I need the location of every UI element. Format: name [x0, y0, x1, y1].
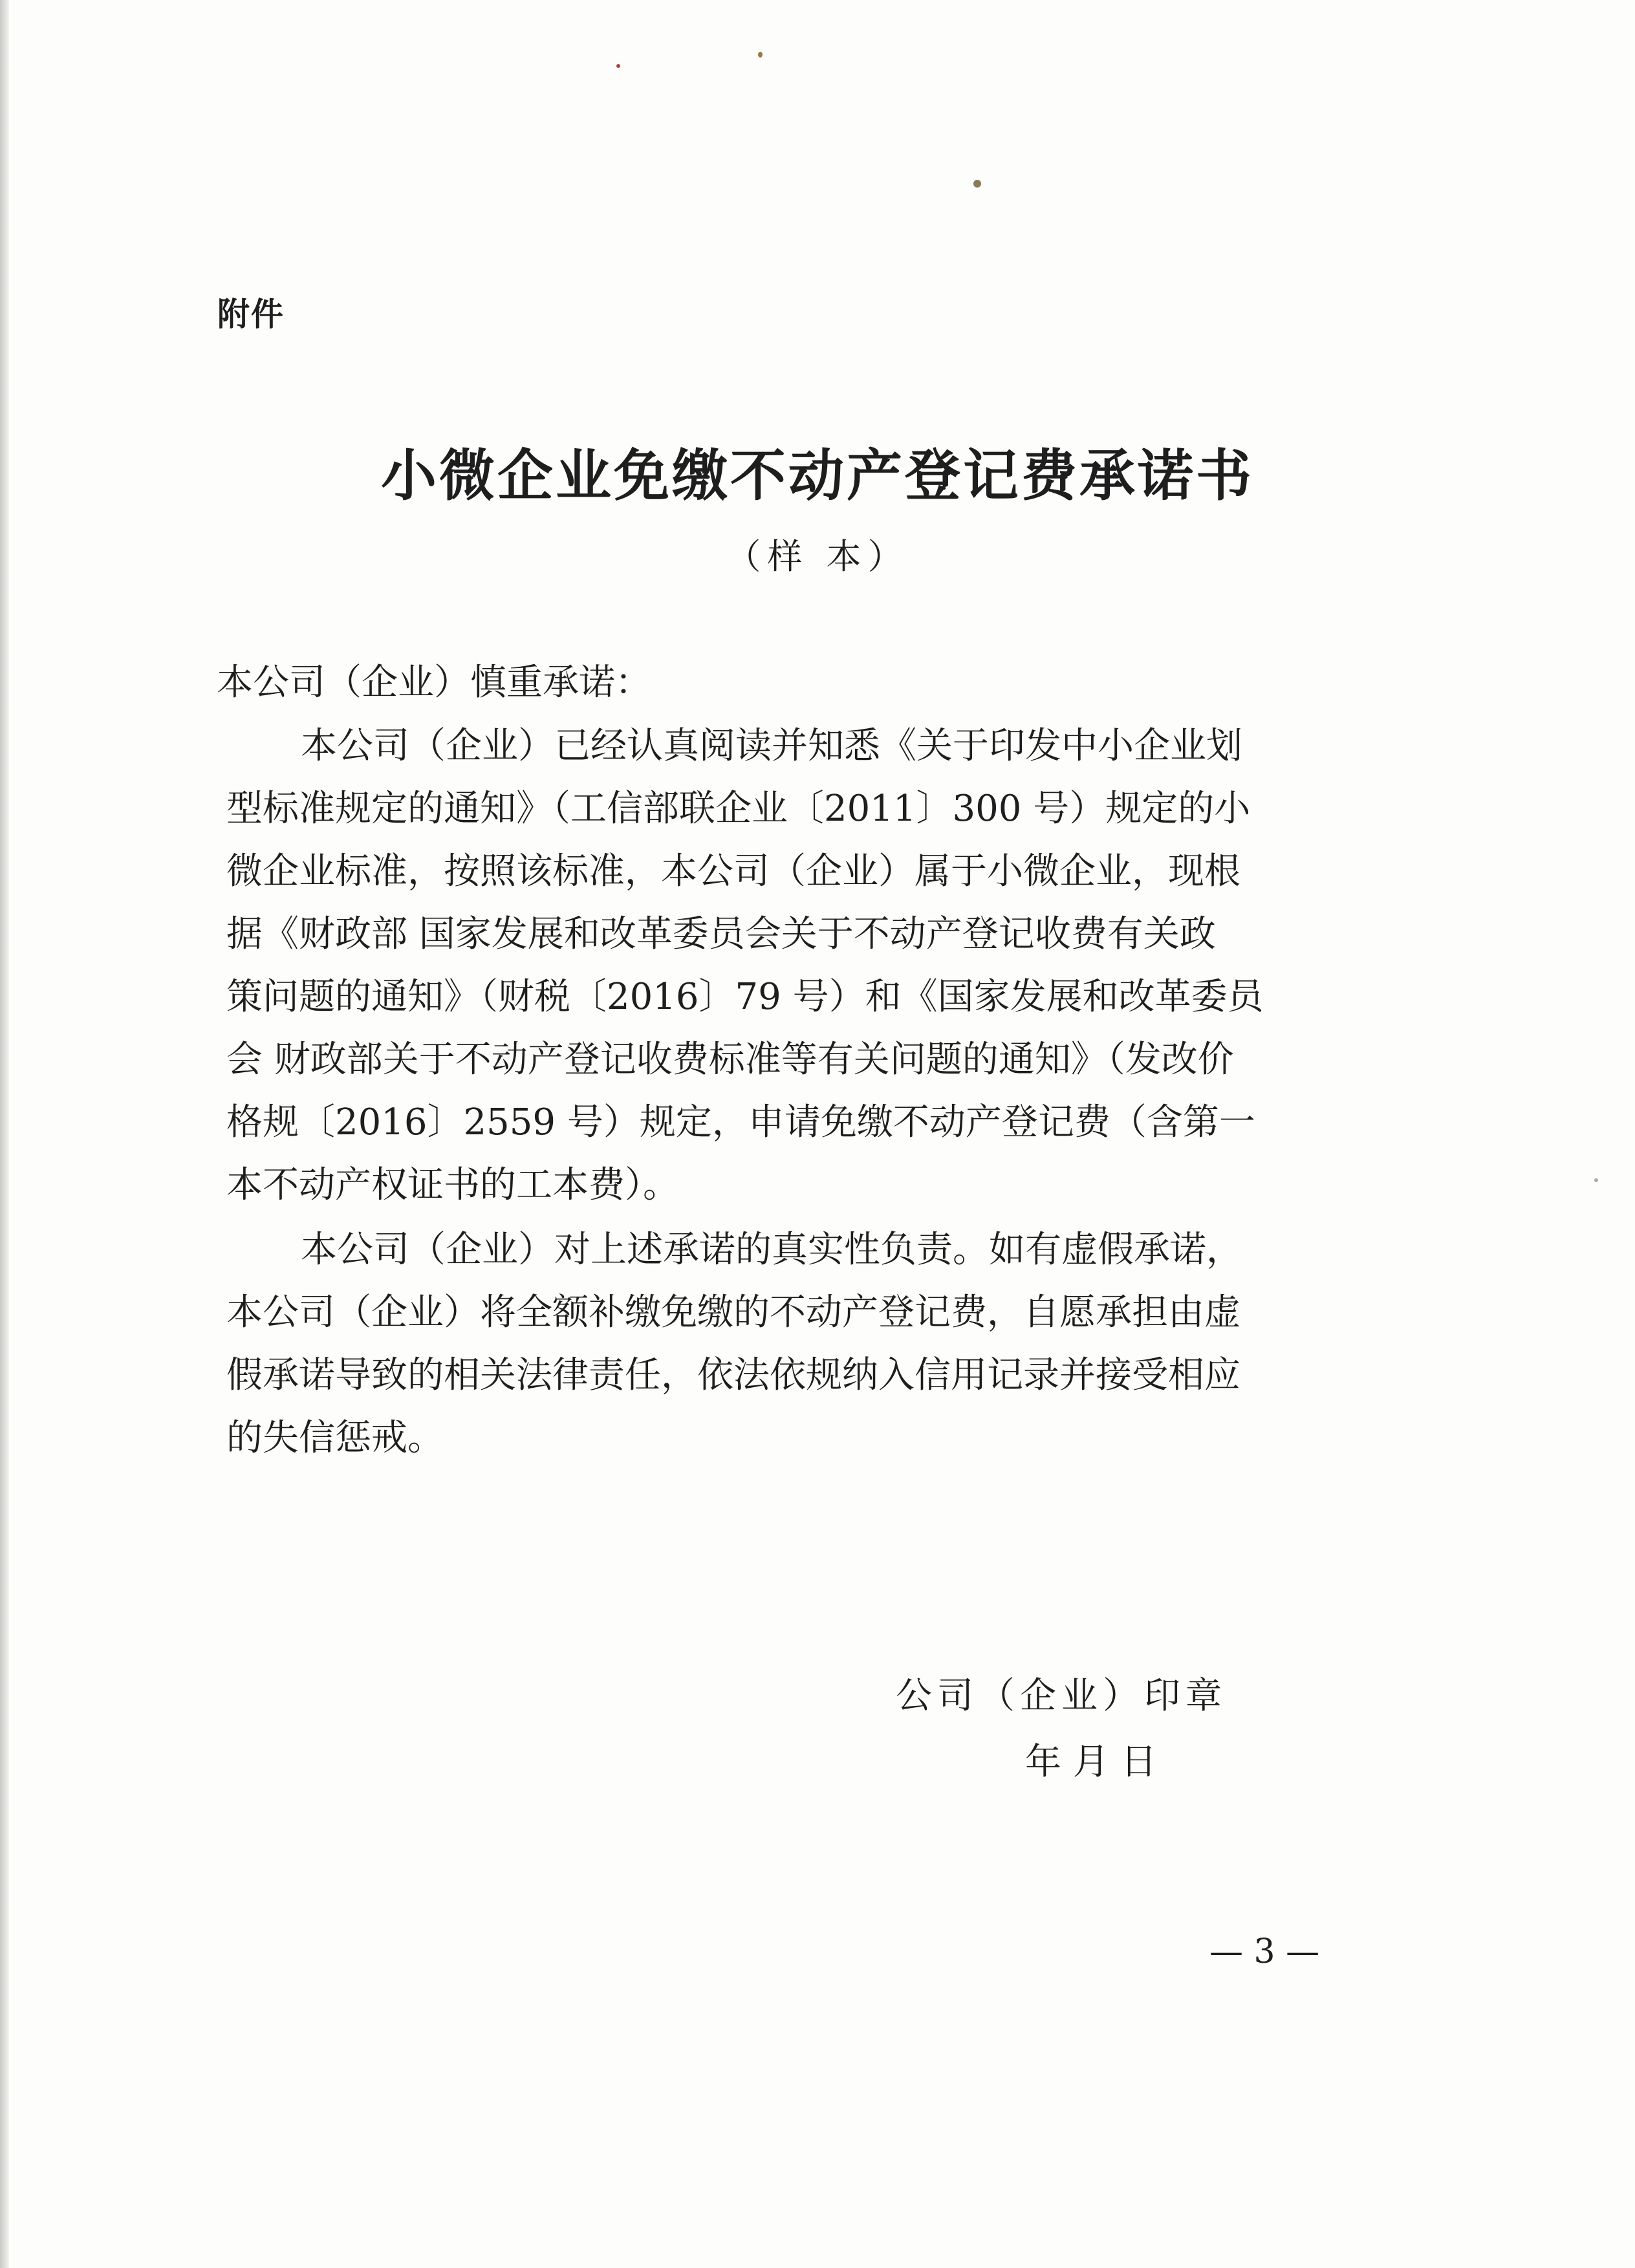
scan-speck	[616, 64, 620, 68]
body-line: 据《财政部 国家发展和改革委员会关于不动产登记收费有关政	[226, 915, 1216, 954]
body-line: 本公司（企业）已经认真阅读并知悉《关于印发中小企业划	[301, 727, 1242, 766]
document-title: 小微企业免缴不动产登记费承诺书	[381, 443, 1254, 508]
scan-speck	[758, 52, 763, 58]
body-line: 会 财政部关于不动产登记收费标准等有关问题的通知》（发改价	[226, 1041, 1234, 1079]
body-line: 本不动产权证书的工本费）。	[226, 1166, 679, 1205]
body-line: 本公司（企业）慎重承诺：	[217, 664, 651, 702]
page-number: — 3 —	[1209, 1932, 1320, 1971]
body-line: 策问题的通知》（财税〔2016〕79 号）和《国家发展和改革委员	[226, 978, 1264, 1017]
attachment-label: 附件	[217, 296, 285, 333]
scan-edge	[0, 0, 9, 2268]
scan-speck	[973, 180, 981, 188]
body-line: 本公司（企业）将全额补缴免缴的不动产登记费，自愿承担由虚	[226, 1293, 1240, 1332]
body-line: 微企业标准，按照该标准，本公司（企业）属于小微企业，现根	[226, 852, 1240, 891]
document-subtitle: （样 本）	[726, 536, 909, 577]
body-line: 型标准规定的通知》（工信部联企业〔2011〕300 号）规定的小	[226, 790, 1251, 828]
body-line: 格规〔2016〕2559 号）规定，申请免缴不动产登记费（含第一	[226, 1103, 1255, 1142]
company-seal-label: 公司（企业）印章	[896, 1675, 1227, 1717]
signature-date: 年 月 日	[1025, 1741, 1157, 1783]
body-line: 假承诺导致的相关法律责任，依法依规纳入信用记录并接受相应	[226, 1356, 1240, 1395]
scan-speck	[1594, 1178, 1598, 1182]
body-line: 本公司（企业）对上述承诺的真实性负责。如有虚假承诺，	[301, 1231, 1242, 1269]
body-line: 的失信惩戒。	[226, 1419, 444, 1458]
